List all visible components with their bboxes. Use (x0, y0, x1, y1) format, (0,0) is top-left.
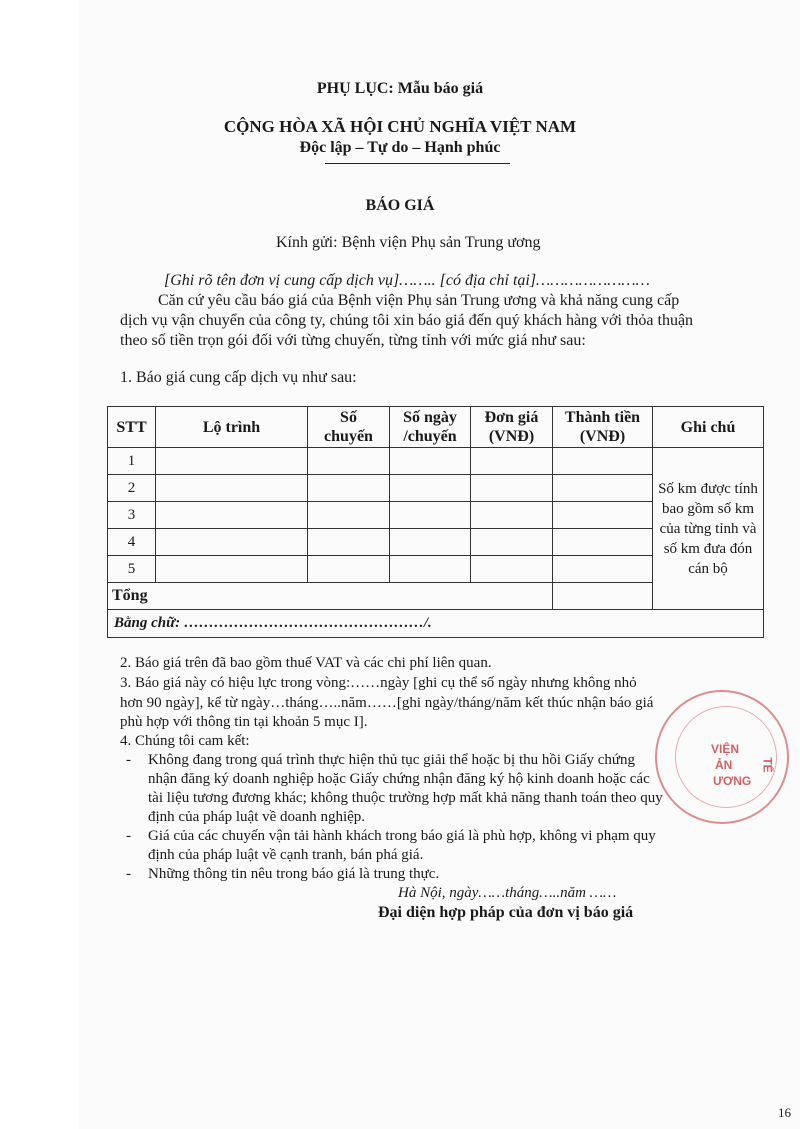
commitment-1-line-2: nhận đăng ký doanh nghiệp hoặc Giấy chứng nhận đăng ký hộ kinh doanh hoặc các (148, 771, 650, 787)
bullet-dash: - (126, 866, 131, 882)
term-3-line-2: hơn 90 ngày], kể từ ngày…tháng…..năm……[ghi ngày/tháng/năm kết thúc nhận báo giá (120, 695, 654, 711)
stamp-text: VIỆN (711, 742, 740, 756)
section-1-heading: 1. Báo giá cung cấp dịch vụ như sau: (120, 369, 357, 386)
provider-line: [Ghi rõ tên đơn vị cung cấp dịch vụ]…….. [có địa chỉ tại]…………………… (164, 272, 650, 289)
header-days: Số ngày /chuyến (390, 407, 471, 448)
stamp-text: TẾ (760, 757, 775, 773)
appendix-title: PHỤ LỤC: Mẫu báo giá (316, 80, 484, 97)
place-date-line: Hà Nội, ngày……tháng…..năm …… (398, 885, 617, 901)
commitment-1-line-4: định của pháp luật về doanh nghiệp. (148, 809, 366, 825)
row-number: 5 (108, 556, 156, 583)
intro-line-1: Căn cứ yêu cầu báo giá của Bệnh viện Phụ sản Trung ương và khả năng cung cấp (158, 292, 680, 309)
motto-underline (325, 163, 510, 164)
amount-in-words-row (108, 610, 764, 638)
term-3-line-3: phù hợp với thông tin tại khoản 5 mục I]. (120, 714, 368, 730)
page-number: 16 (778, 1105, 791, 1120)
stamp-text: ẢN (715, 758, 733, 772)
header-unit-price: Đơn giá (VNĐ) (471, 407, 553, 448)
header-route: Lộ trình (156, 407, 308, 448)
row-number: 1 (108, 448, 156, 475)
term-4-heading: 4. Chúng tôi cam kết: (120, 733, 250, 749)
red-seal-stamp (655, 690, 789, 824)
note-cell: Số km được tính bao gồm số km của từng tỉnh và số km đưa đón cán bộ (653, 448, 764, 610)
header-trips: Số chuyến (308, 407, 390, 448)
intro-line-3: theo số tiền trọn gói đối với từng chuyến, từng tỉnh với mức giá như sau: (120, 332, 586, 349)
term-2: 2. Báo giá trên đã bao gồm thuế VAT và các chi phí liên quan. (120, 655, 492, 671)
nation-title: CỘNG HÒA XÃ HỘI CHỦ NGHĨA VIỆT NAM (223, 117, 577, 136)
intro-line-2: dịch vụ vận chuyển của công ty, chúng tôi xin báo giá đến quý khách hàng với thỏa thuận (120, 312, 694, 329)
stamp-text: ƯƠNG (713, 774, 752, 788)
row-number: 4 (108, 529, 156, 556)
row-number: 3 (108, 502, 156, 529)
total-label: Tổng (108, 583, 553, 610)
amount-in-words: Bằng chữ: …………………………………………/. (108, 610, 764, 638)
row-number: 2 (108, 475, 156, 502)
motto: Độc lập – Tự do – Hạnh phúc (299, 139, 501, 156)
signatory-title: Đại diện hợp pháp của đơn vị báo giá (378, 904, 634, 921)
quote-table (107, 406, 764, 638)
table-header-row (108, 407, 764, 448)
term-3-line-1: 3. Báo giá này có hiệu lực trong vòng:……ngày [ghi cụ thể số ngày nhưng không nhỏ (120, 675, 637, 691)
header-stt: STT (108, 407, 156, 448)
bullet-dash: - (126, 828, 131, 844)
document-title: BÁO GIÁ (365, 197, 435, 214)
bullet-dash: - (126, 752, 131, 768)
commitment-2-line-1: Giá của các chuyến vận tải hành khách trong báo giá là phù hợp, không vi phạm quy (148, 828, 656, 844)
recipient-line: Kính gửi: Bệnh viện Phụ sản Trung ương (276, 234, 541, 251)
header-note: Ghi chú (653, 407, 764, 448)
commitment-2-line-2: định của pháp luật về cạnh tranh, bán phá giá. (148, 847, 424, 863)
commitment-1-line-1: Không đang trong quá trình thực hiện thủ tục giải thể hoặc bị thu hồi Giấy chứng (148, 752, 635, 768)
table-row (108, 448, 764, 475)
commitment-1-line-3: tài liệu tương đương khác; không thuộc trường hợp mất khả năng thanh toán theo quy (148, 790, 663, 806)
header-amount: Thành tiền (VNĐ) (553, 407, 653, 448)
commitment-3: Những thông tin nêu trong báo giá là trung thực. (148, 866, 440, 882)
